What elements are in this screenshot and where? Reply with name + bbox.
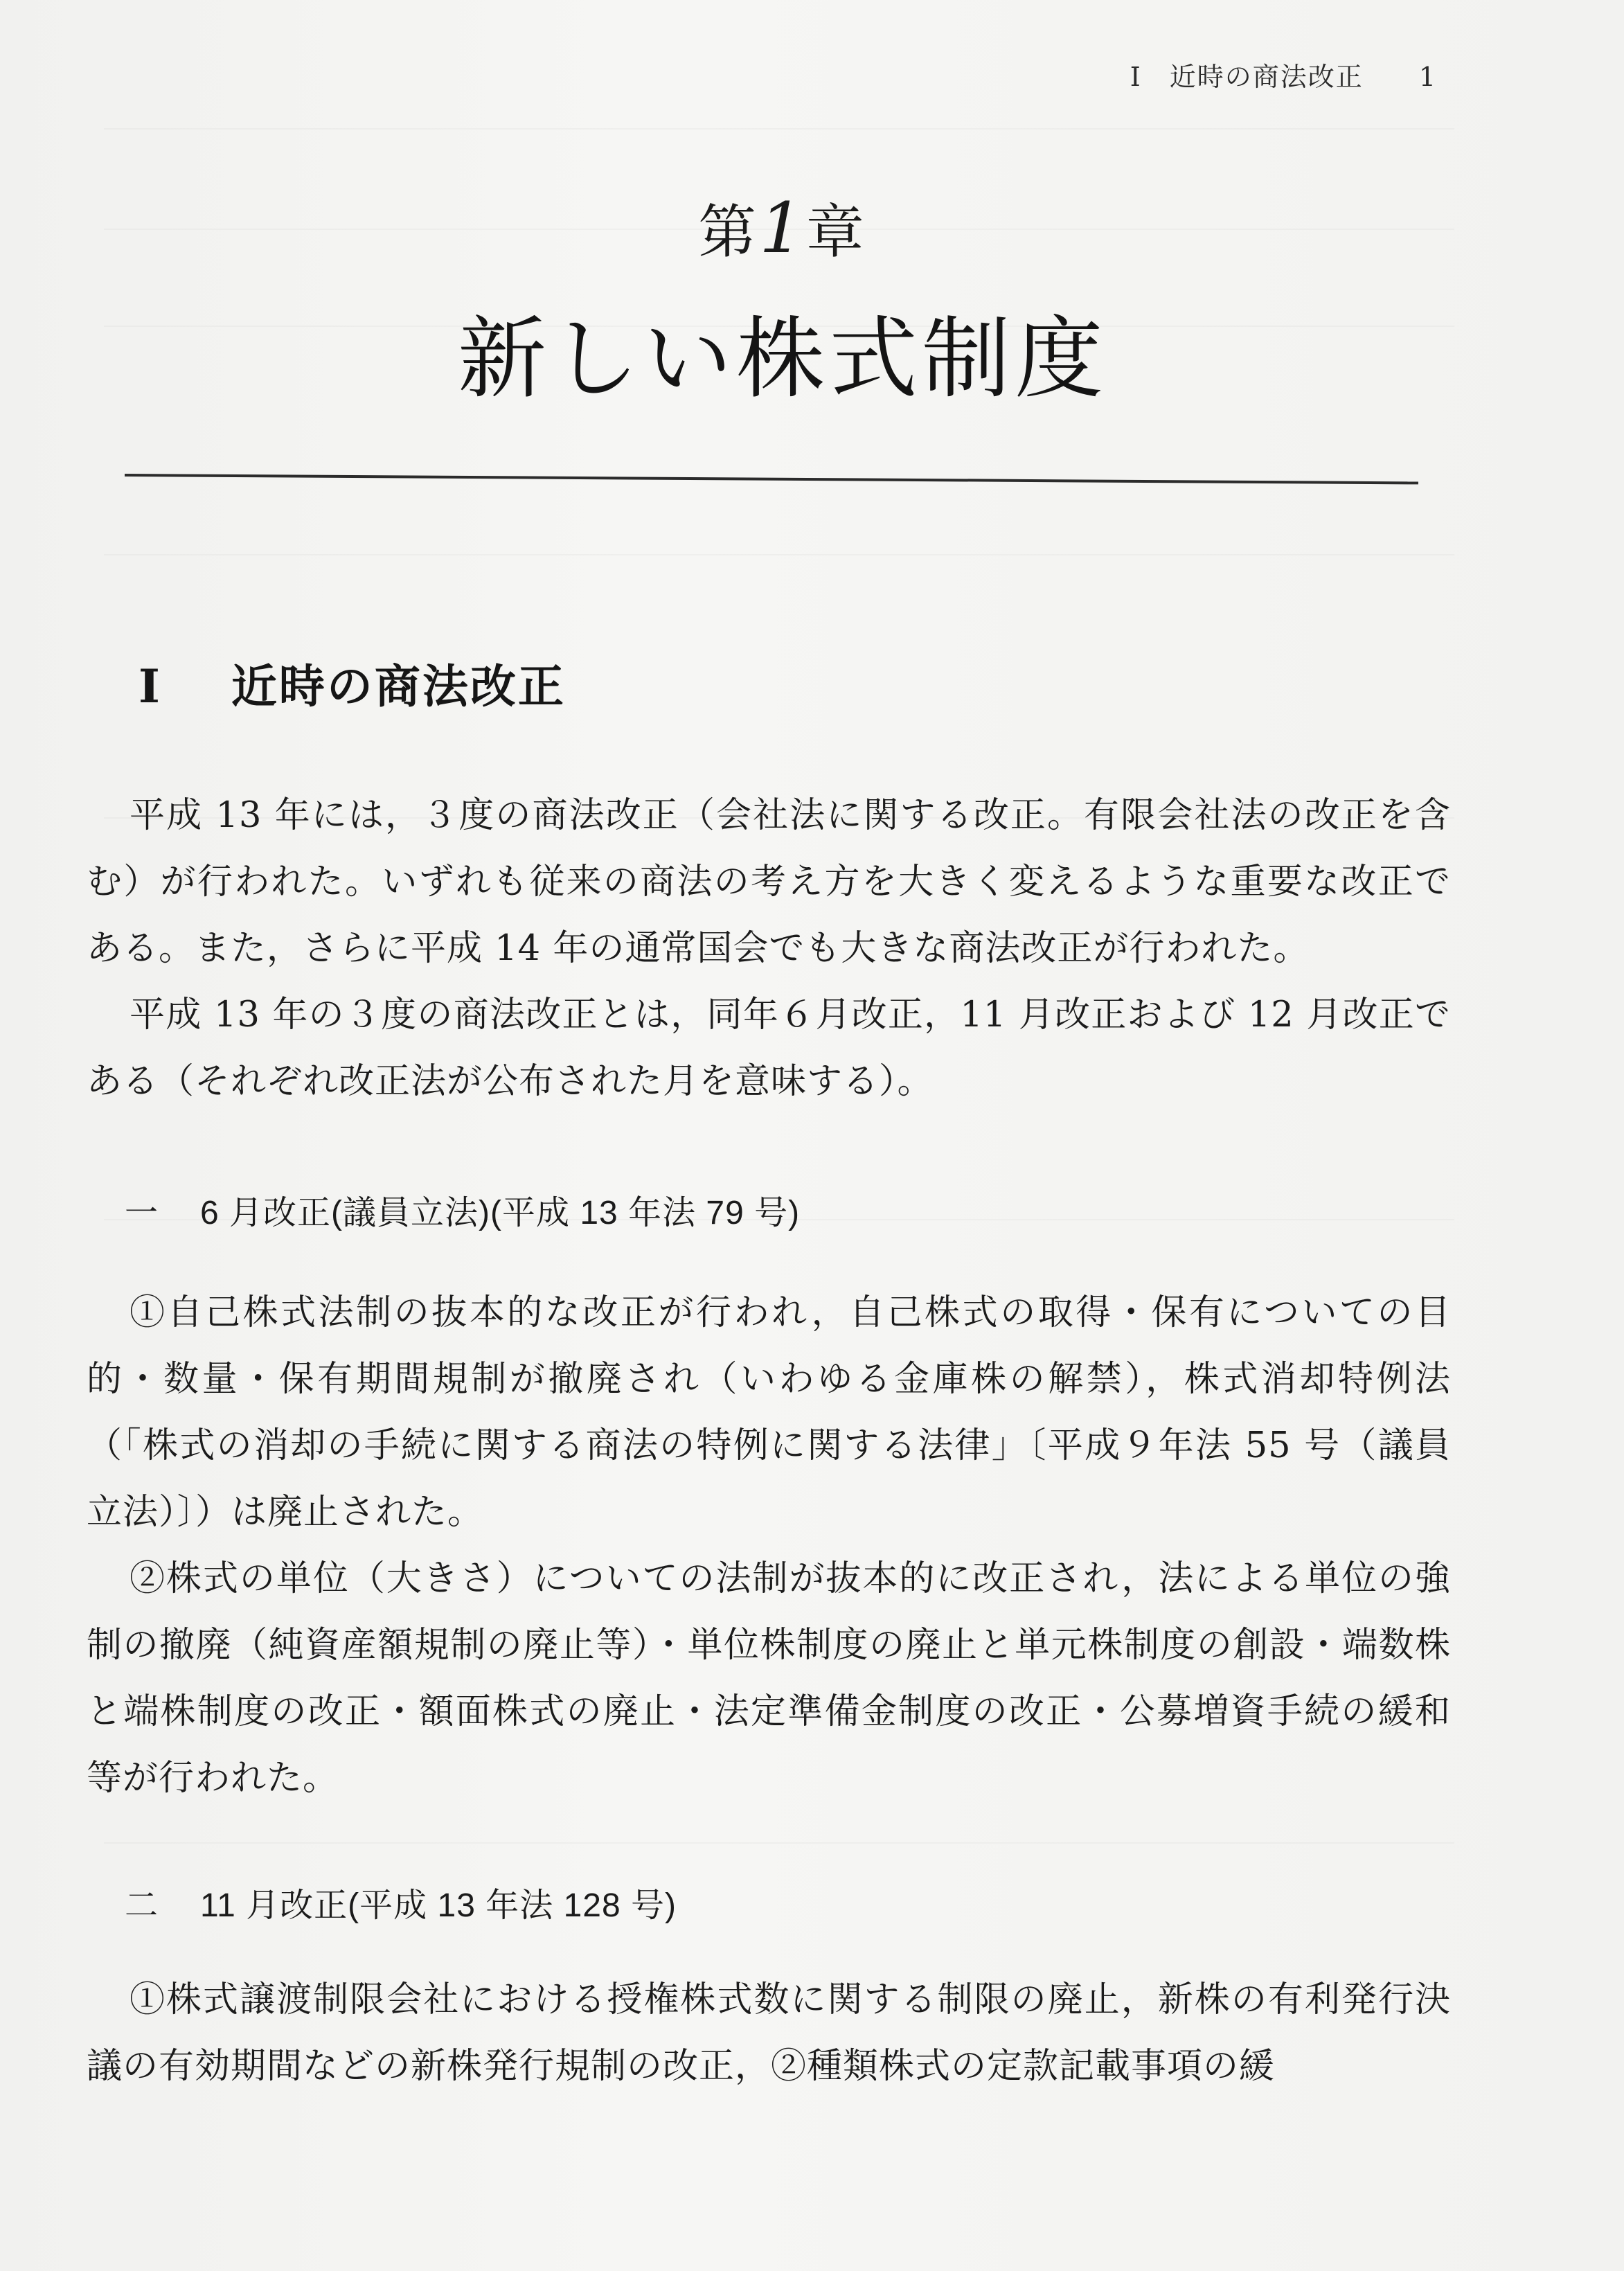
subsection-heading (125, 1186, 800, 1234)
intro-text (87, 783, 1451, 1115)
subsection-numeral: 二 (125, 1887, 159, 1924)
chapter-title: 新しい株式制度 (457, 308, 1107, 411)
subsection-text (87, 1967, 1451, 2100)
paragraph: ①自己株式法制の抜本的な改正が行われ，自己株式の取得・保有についての目的・数量・保有期間規制が撤廃され（いわゆる金庫株の解禁），株式消却特例法（「株式の消却の手続に関する商法の特例に関する法律」〔平成９年法 55 号（議員立法）〕）は廃止された。 (87, 1292, 1451, 1533)
section-heading (139, 650, 566, 715)
chapter-number-value: 1 (759, 188, 806, 269)
chapter-suffix: 章 (805, 198, 867, 266)
chapter-prefix: 第 (698, 198, 760, 266)
page-number: 1 (1418, 62, 1437, 92)
subsection-numeral: 一 (125, 1195, 159, 1231)
subsection-title: 6 月改正(議員立法)(平成 13 年法 79 号) (200, 1195, 801, 1231)
running-header-numeral: I (1130, 62, 1142, 92)
running-header (1130, 55, 1437, 93)
paragraph: 平成 13 年の３度の商法改正とは，同年６月改正，11 月改正および 12 月改正である（それぞれ改正法が公布された月を意味する）。 (87, 995, 1451, 1102)
subsection-text (87, 1280, 1451, 1812)
bleed-through-line (104, 554, 1454, 555)
paragraph: ②株式の単位（大きさ）についての法制が抜本的に改正され，法による単位の強制の撤廃（純資産額規制の廃止等）・単位株制度の廃止と単元株制度の創設・端数株と端株制度の改正・額面株式の廃止・法定準備金制度の改正・公募増資手続の緩和等が行われた。 (87, 1558, 1451, 1799)
subsection-heading (125, 1878, 677, 1926)
section-numeral: I (139, 659, 162, 713)
bleed-through-line (104, 128, 1454, 130)
chapter-number (0, 186, 1565, 269)
bleed-through-line (104, 1842, 1454, 1844)
running-header-title: 近時の商法改正 (1169, 62, 1364, 92)
chapter-divider (125, 474, 1418, 484)
paragraph: ①株式譲渡制限会社における授権株式数に関する制限の廃止，新株の有利発行決議の有効期間などの新株発行規制の改正，②種類株式の定款記載事項の緩 (87, 1979, 1451, 2087)
paragraph: 平成 13 年には，３度の商法改正（会社法に関する改正。有限会社法の改正を含む）が行われた。いずれも従来の商法の考え方を大きく変えるような重要な改正である。また，さらに平成 14 年の通常国会でも大きな商法改正が行われた。 (87, 795, 1451, 969)
subsection-title: 11 月改正(平成 13 年法 128 号) (200, 1887, 677, 1924)
section-title: 近時の商法改正 (231, 659, 566, 713)
